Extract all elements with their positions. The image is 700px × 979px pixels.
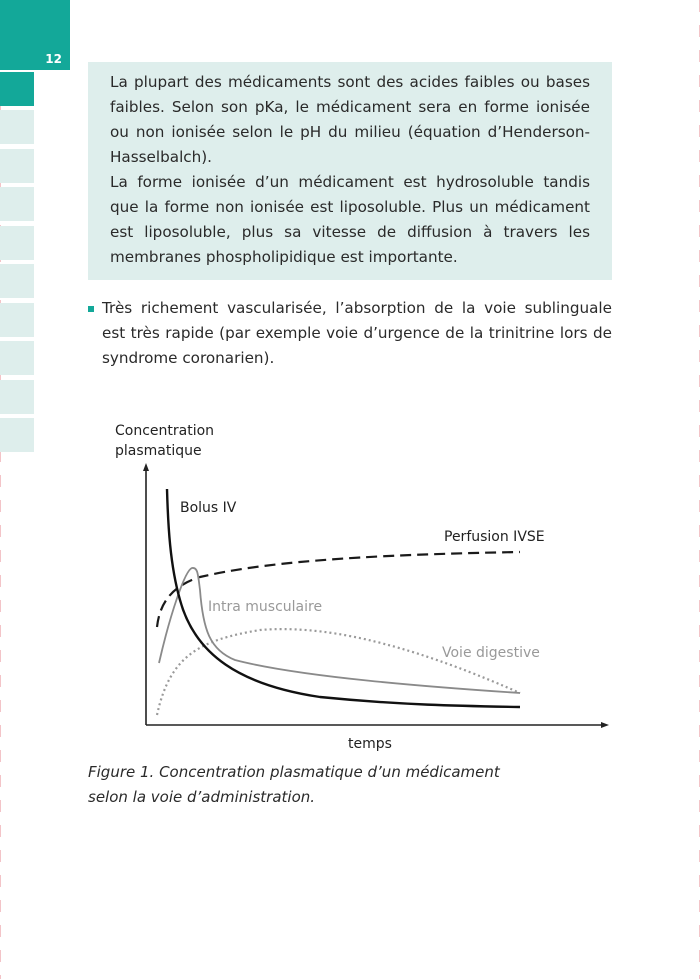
thumb-index-tab: [0, 187, 34, 221]
label-bolus: Bolus IV: [180, 500, 237, 516]
page-number: 12: [45, 52, 62, 66]
page-number-tab: [0, 0, 70, 70]
thumb-index-tab: [0, 110, 34, 144]
label-digestive: Voie digestive: [442, 645, 540, 661]
chart-plot: [100, 415, 620, 765]
thumb-index-tab: [0, 149, 34, 183]
x-axis-label: temps: [348, 736, 392, 752]
figure-caption: Figure 1. Concentration plasmatique d’un médicament selon la voie d’administration.: [88, 763, 500, 806]
label-intramusculaire: Intra musculaire: [208, 599, 323, 615]
series-intramusculaire: [159, 568, 520, 693]
figure-chart: [100, 415, 620, 765]
thumb-index-tab: [0, 380, 34, 414]
bullet-text: Très richement vascularisée, l’absorption de la voie sublinguale est très rapide (par exemple voie d’urgence de la trinitrine lors de syndrome coronarien).: [102, 299, 612, 367]
thumb-index-tab: [0, 226, 34, 260]
x-axis-arrow-icon: [601, 722, 609, 728]
thumb-index-tab-active: [0, 72, 34, 106]
y-axis-arrow-icon: [143, 463, 149, 471]
thumb-index-tab: [0, 264, 34, 298]
bullet-item: [88, 296, 612, 371]
info-paragraph-1: La plupart des médicaments sont des acides faibles ou bases faibles. Selon son pKa, le médicament sera en forme ionisée ou non ionisée selon le pH du milieu (équation d’Henderson-Hasselbalch).: [110, 73, 590, 166]
label-perfusion: Perfusion IVSE: [444, 529, 545, 545]
info-paragraph-2: La forme ionisée d’un médicament est hydrosoluble tandis que la forme non ionisée est liposoluble. Plus un médicament est liposoluble, plus sa vitesse de diffusion à travers les membranes phospholipidique est importante.: [110, 173, 590, 266]
series-perfusion: [157, 552, 520, 627]
crop-marks-left: [0, 0, 1, 979]
thumb-index-tab: [0, 341, 34, 375]
info-box: [88, 62, 612, 280]
thumb-index-tab: [0, 418, 34, 452]
series-bolus: [167, 489, 520, 707]
y-axis-label: Concentration plasmatique: [115, 423, 215, 459]
thumb-index-tab: [0, 303, 34, 337]
square-bullet-icon: [88, 306, 94, 312]
